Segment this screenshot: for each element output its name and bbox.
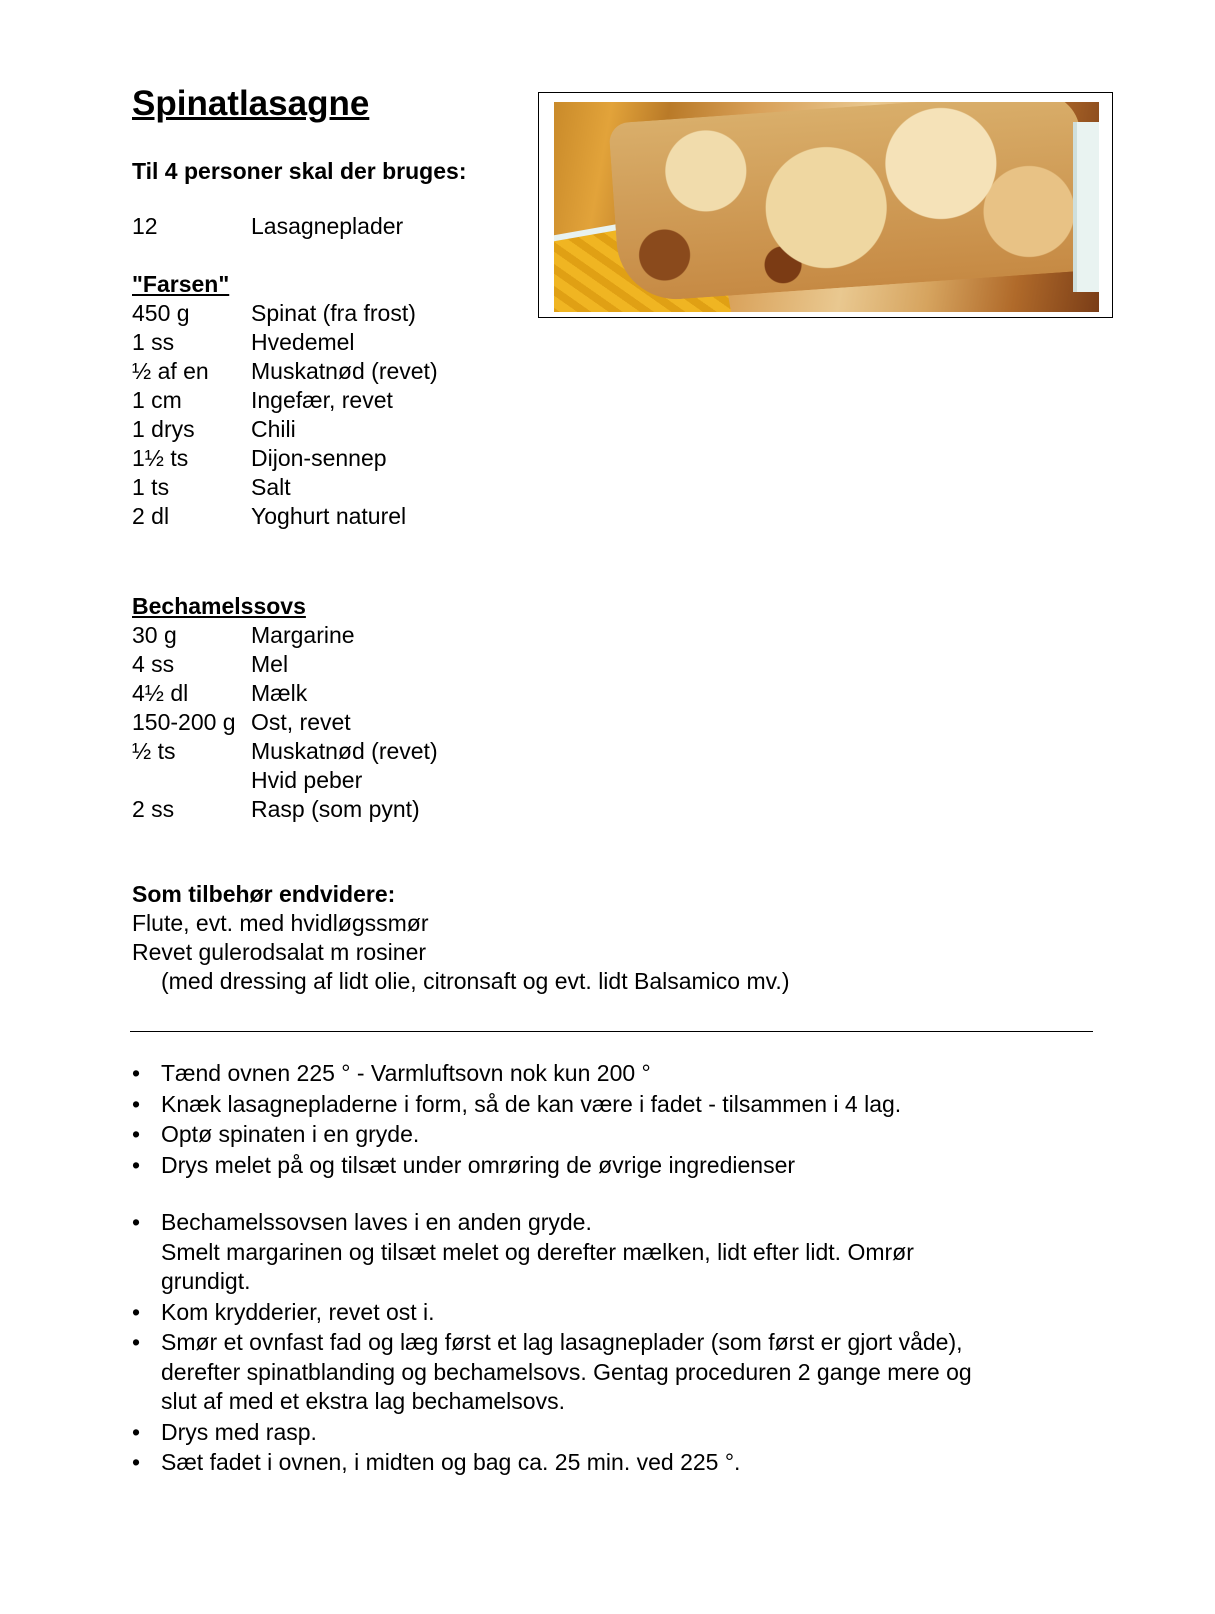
ingredient-name: Ost, revet: [251, 709, 351, 735]
ingredient-name: Mel: [251, 651, 289, 677]
instruction-step: [132, 1208, 1082, 1297]
ingredient-name: Mælk: [251, 680, 308, 706]
ingredient-name: Margarine: [251, 622, 355, 648]
bullet-icon: •: [132, 1060, 141, 1086]
instruction-step: [132, 1090, 1082, 1120]
ingredient-name: Chili: [251, 416, 296, 442]
farsen-heading: "Farsen": [132, 271, 230, 297]
bullet-icon: •: [132, 1090, 141, 1117]
ingredient-name: Salt: [251, 474, 291, 500]
instruction-step: [132, 1151, 1082, 1181]
lasagne-photo-frame: [538, 92, 1113, 318]
servings-line: Til 4 personer skal der bruges:: [132, 158, 467, 184]
recipe-title: Spinatlasagne: [132, 84, 370, 123]
section-divider: [130, 1031, 1093, 1032]
instruction-step: [132, 1418, 1082, 1448]
ingredient-amount: 1½ ts: [132, 445, 189, 471]
ingredient-amount: 1 cm: [132, 387, 182, 413]
bullet-icon: •: [132, 1329, 141, 1355]
instruction-step: [132, 1059, 1082, 1089]
ingredient-amount: ½ af en: [132, 358, 209, 384]
instruction-text: Knæk lasagnepladerne i form, så de kan være i fadet - tilsammen i 4 lag.: [161, 1090, 902, 1117]
ingredient-amount: 150-200 g: [132, 709, 236, 735]
ingredient-name: Hvid peber: [251, 767, 363, 793]
instruction-text: Bechamelssovsen laves i en anden gryde. Smelt margarinen og tilsæt melet og derefter mælken, lidt efter lidt. Omrør grundigt.: [161, 1209, 914, 1294]
bullet-icon: •: [132, 1298, 141, 1325]
instruction-step: [132, 1328, 1082, 1417]
ingredient-name: Muskatnød (revet): [251, 358, 438, 384]
instruction-text: Sæt fadet i ovnen, i midten og bag ca. 25 min. ved 225 °.: [161, 1449, 741, 1475]
ingredient-name: Yoghurt naturel: [251, 503, 407, 529]
bullet-icon: •: [132, 1151, 141, 1178]
instruction-text: Drys med rasp.: [161, 1418, 317, 1445]
ingredient-amount: 4½ dl: [132, 680, 189, 706]
instruction-text: Tænd ovnen 225 ° - Varmluftsovn nok kun 200 °: [161, 1060, 651, 1086]
ingredient-amount: 12: [132, 213, 158, 239]
instruction-step: [132, 1120, 1082, 1150]
ingredient-amount: 450 g: [132, 300, 190, 326]
ingredient-name: Rasp (som pynt): [251, 796, 420, 822]
side-item-note: (med dressing af lidt olie, citronsaft og evt. lidt Balsamico mv.): [161, 968, 790, 994]
ingredient-amount: 1 ss: [132, 329, 175, 355]
ingredient-name: Ingefær, revet: [251, 387, 393, 413]
ingredient-amount: 30 g: [132, 622, 177, 648]
side-item: Flute, evt. med hvidløgssmør: [132, 910, 429, 936]
bullet-icon: •: [132, 1449, 141, 1475]
ingredient-amount: 2 ss: [132, 796, 175, 822]
instruction-step: [132, 1448, 1082, 1478]
instruction-text: Smør et ovnfast fad og læg først et lag lasagneplader (som først er gjort våde), derefter spinatblanding og bechamelsovs. Gentag proceduren 2 gange mere og slut af med et ekstra lag bechamelsovs.: [161, 1329, 972, 1414]
bullet-icon: •: [132, 1121, 141, 1147]
ingredient-amount: 2 dl: [132, 503, 170, 529]
ingredient-amount: 4 ss: [132, 651, 175, 677]
photo-dish-rim: [1073, 122, 1099, 292]
photo-baked-crust: [608, 102, 1089, 303]
instruction-text: Kom krydderier, revet ost i.: [161, 1298, 435, 1325]
ingredient-amount: 1 ts: [132, 474, 170, 500]
ingredient-name: Hvedemel: [251, 329, 355, 355]
lasagne-photo: [554, 102, 1099, 312]
instruction-text: Drys melet på og tilsæt under omrøring de øvrige ingredienser: [161, 1151, 796, 1178]
ingredient-amount: 1 drys: [132, 416, 195, 442]
side-item: Revet gulerodsalat m rosiner: [132, 939, 427, 965]
sides-heading: Som tilbehør endvidere:: [132, 881, 396, 907]
ingredient-name: Lasagneplader: [251, 213, 404, 239]
ingredient-amount: ½ ts: [132, 738, 176, 764]
instruction-text: Optø spinaten i en gryde.: [161, 1121, 420, 1147]
bechamel-heading: Bechamelssovs: [132, 593, 306, 619]
ingredient-name: Spinat (fra frost): [251, 300, 416, 326]
bullet-icon: •: [132, 1418, 141, 1445]
ingredient-name: Dijon-sennep: [251, 445, 387, 471]
bullet-icon: •: [132, 1209, 141, 1235]
instruction-step: [132, 1298, 1082, 1328]
ingredient-name: Muskatnød (revet): [251, 738, 438, 764]
